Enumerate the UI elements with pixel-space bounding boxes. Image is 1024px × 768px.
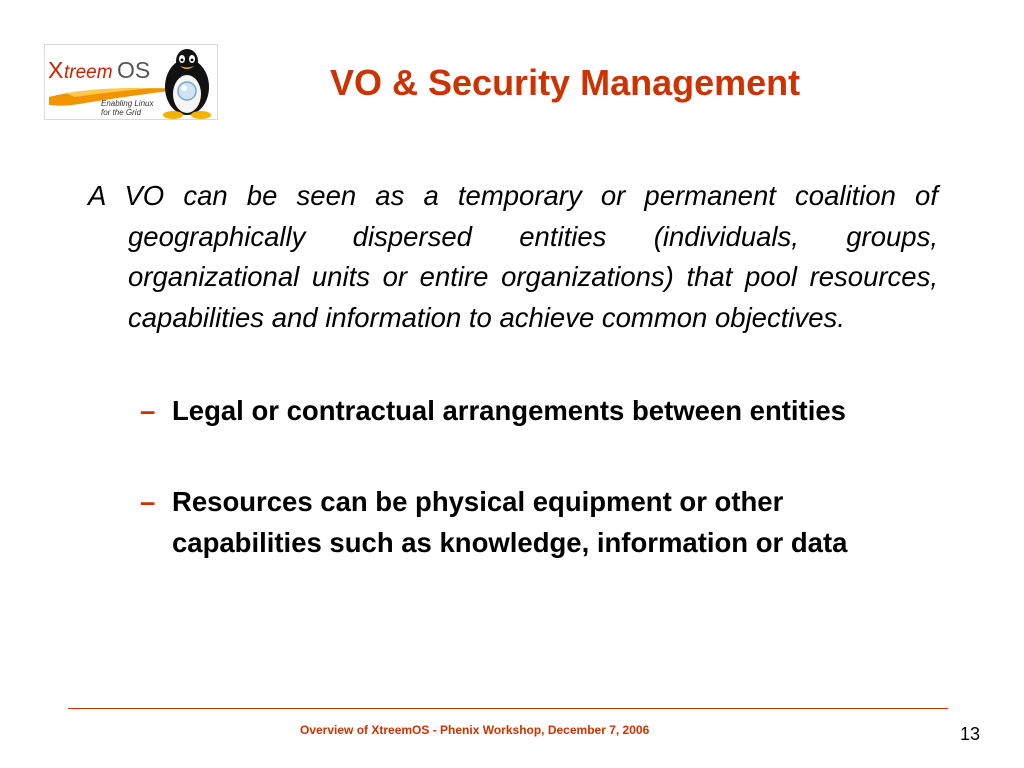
- logo-tagline-2: for the Grid: [101, 108, 142, 117]
- sub-bullet-text: Resources can be physical equipment or other capabilities such as knowledge, information or data: [172, 486, 848, 558]
- logo-brand-x: X: [48, 57, 64, 83]
- xtreemos-logo: [44, 44, 218, 120]
- slide-title: VO & Security Management: [330, 62, 801, 103]
- sub-bullet: [140, 391, 940, 432]
- sub-bullet: [140, 482, 940, 563]
- sub-bullet-dash: –: [140, 486, 156, 517]
- main-bullet-text: A VO can be seen as a temporary or permanent coalition of geographically dispersed entities (individuals, groups, organizational units or entire organizations) that pool resources, capabilities and information to achieve common objectives.: [88, 180, 938, 333]
- sub-bullet-text: Legal or contractual arrangements between entities: [172, 395, 846, 426]
- main-bullet: [88, 176, 938, 338]
- logo-brand-os: OS: [117, 57, 151, 83]
- sub-bullet-dash: –: [140, 395, 156, 426]
- logo-brand-treem: treem: [64, 62, 113, 83]
- logo-tagline-1: Enabling Linux: [101, 99, 154, 108]
- footer-divider: [68, 708, 948, 709]
- page-number: 13: [960, 724, 981, 744]
- footer-text: Overview of XtreemOS - Phenix Workshop, December 7, 2006: [300, 723, 650, 737]
- penguin-icon: [163, 49, 211, 119]
- logo-graphic: [45, 45, 217, 119]
